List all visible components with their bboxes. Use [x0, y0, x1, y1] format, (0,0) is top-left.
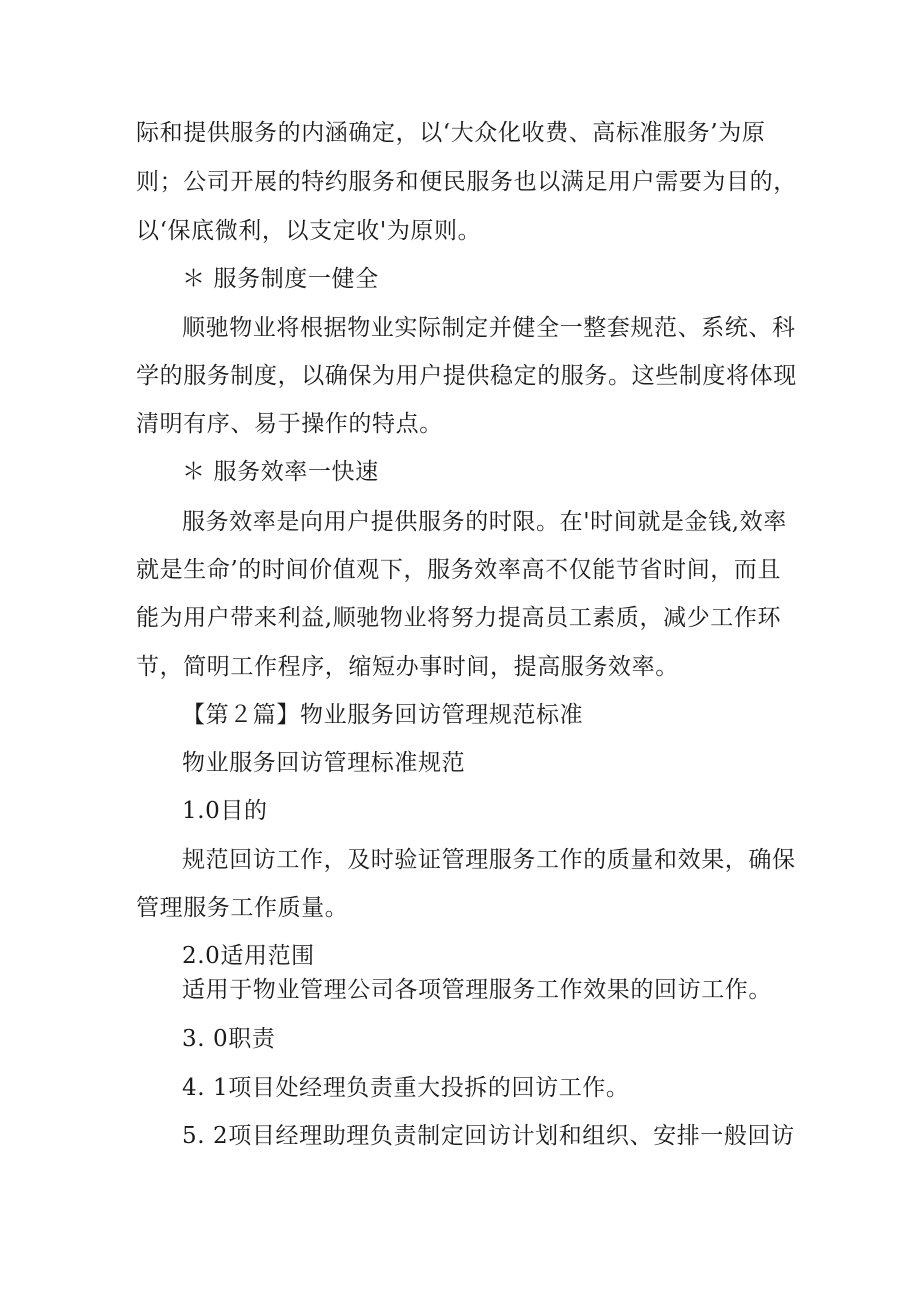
- document-title: 物业服务回访管理标准规范: [182, 750, 466, 776]
- paragraph-line: 学的服务制度，以确保为用户提供稳定的服务。这些制度将体现: [136, 363, 797, 389]
- paragraph-line: 节，简明工作程序，缩短办事时间，提高服务效率。: [136, 654, 679, 680]
- paragraph-line: 际和提供服务的内涵确定，以‘大众化收费、高标准服务’为原: [136, 120, 766, 146]
- paragraph-line: 服务效率是向用户提供服务的时限。在'时间就是金钱,效率: [182, 509, 787, 535]
- section-heading: 1.0目的: [182, 798, 268, 824]
- section-heading: 2.0适用范围: [182, 943, 315, 969]
- section-bullet-heading: ＊ 服务效率一快速: [182, 459, 379, 485]
- section-heading: 3. 0职责: [182, 1026, 276, 1052]
- paragraph-line: 管理服务工作质量。: [136, 895, 349, 921]
- paragraph-line: 以‘保底微利，以支定收'为原则。: [136, 218, 482, 244]
- paragraph-line: 顺驰物业将根据物业实际制定并健全一整套规范、系统、科: [182, 315, 796, 341]
- paragraph-line: 规范回访工作，及时验证管理服务工作的质量和效果，确保: [182, 847, 796, 873]
- list-item: 5. 2项目经理助理负责制定回访计划和组织、安排一般回访: [182, 1123, 795, 1149]
- paragraph-line: 能为用户带来利益,顺驰物业将努力提高员工素质，减少工作环: [136, 605, 782, 631]
- chapter-heading: 【第２篇】物业服务回访管理规范标准: [182, 702, 584, 728]
- paragraph-line: 则；公司开展的特约服务和便民服务也以满足用户需要为目的，: [136, 169, 797, 195]
- paragraph-line: 清明有序、易于操作的特点。: [136, 411, 443, 437]
- paragraph-line: 适用于物业管理公司各项管理服务工作效果的回访工作。: [182, 977, 772, 1003]
- list-item: 4. 1项目处经理负责重大投拆的回访工作。: [182, 1075, 630, 1101]
- paragraph-line: 就是生命’的时间价值观下，服务效率高不仅能节省时间，而且: [136, 557, 782, 583]
- section-bullet-heading: ＊ 服务制度一健全: [182, 266, 379, 292]
